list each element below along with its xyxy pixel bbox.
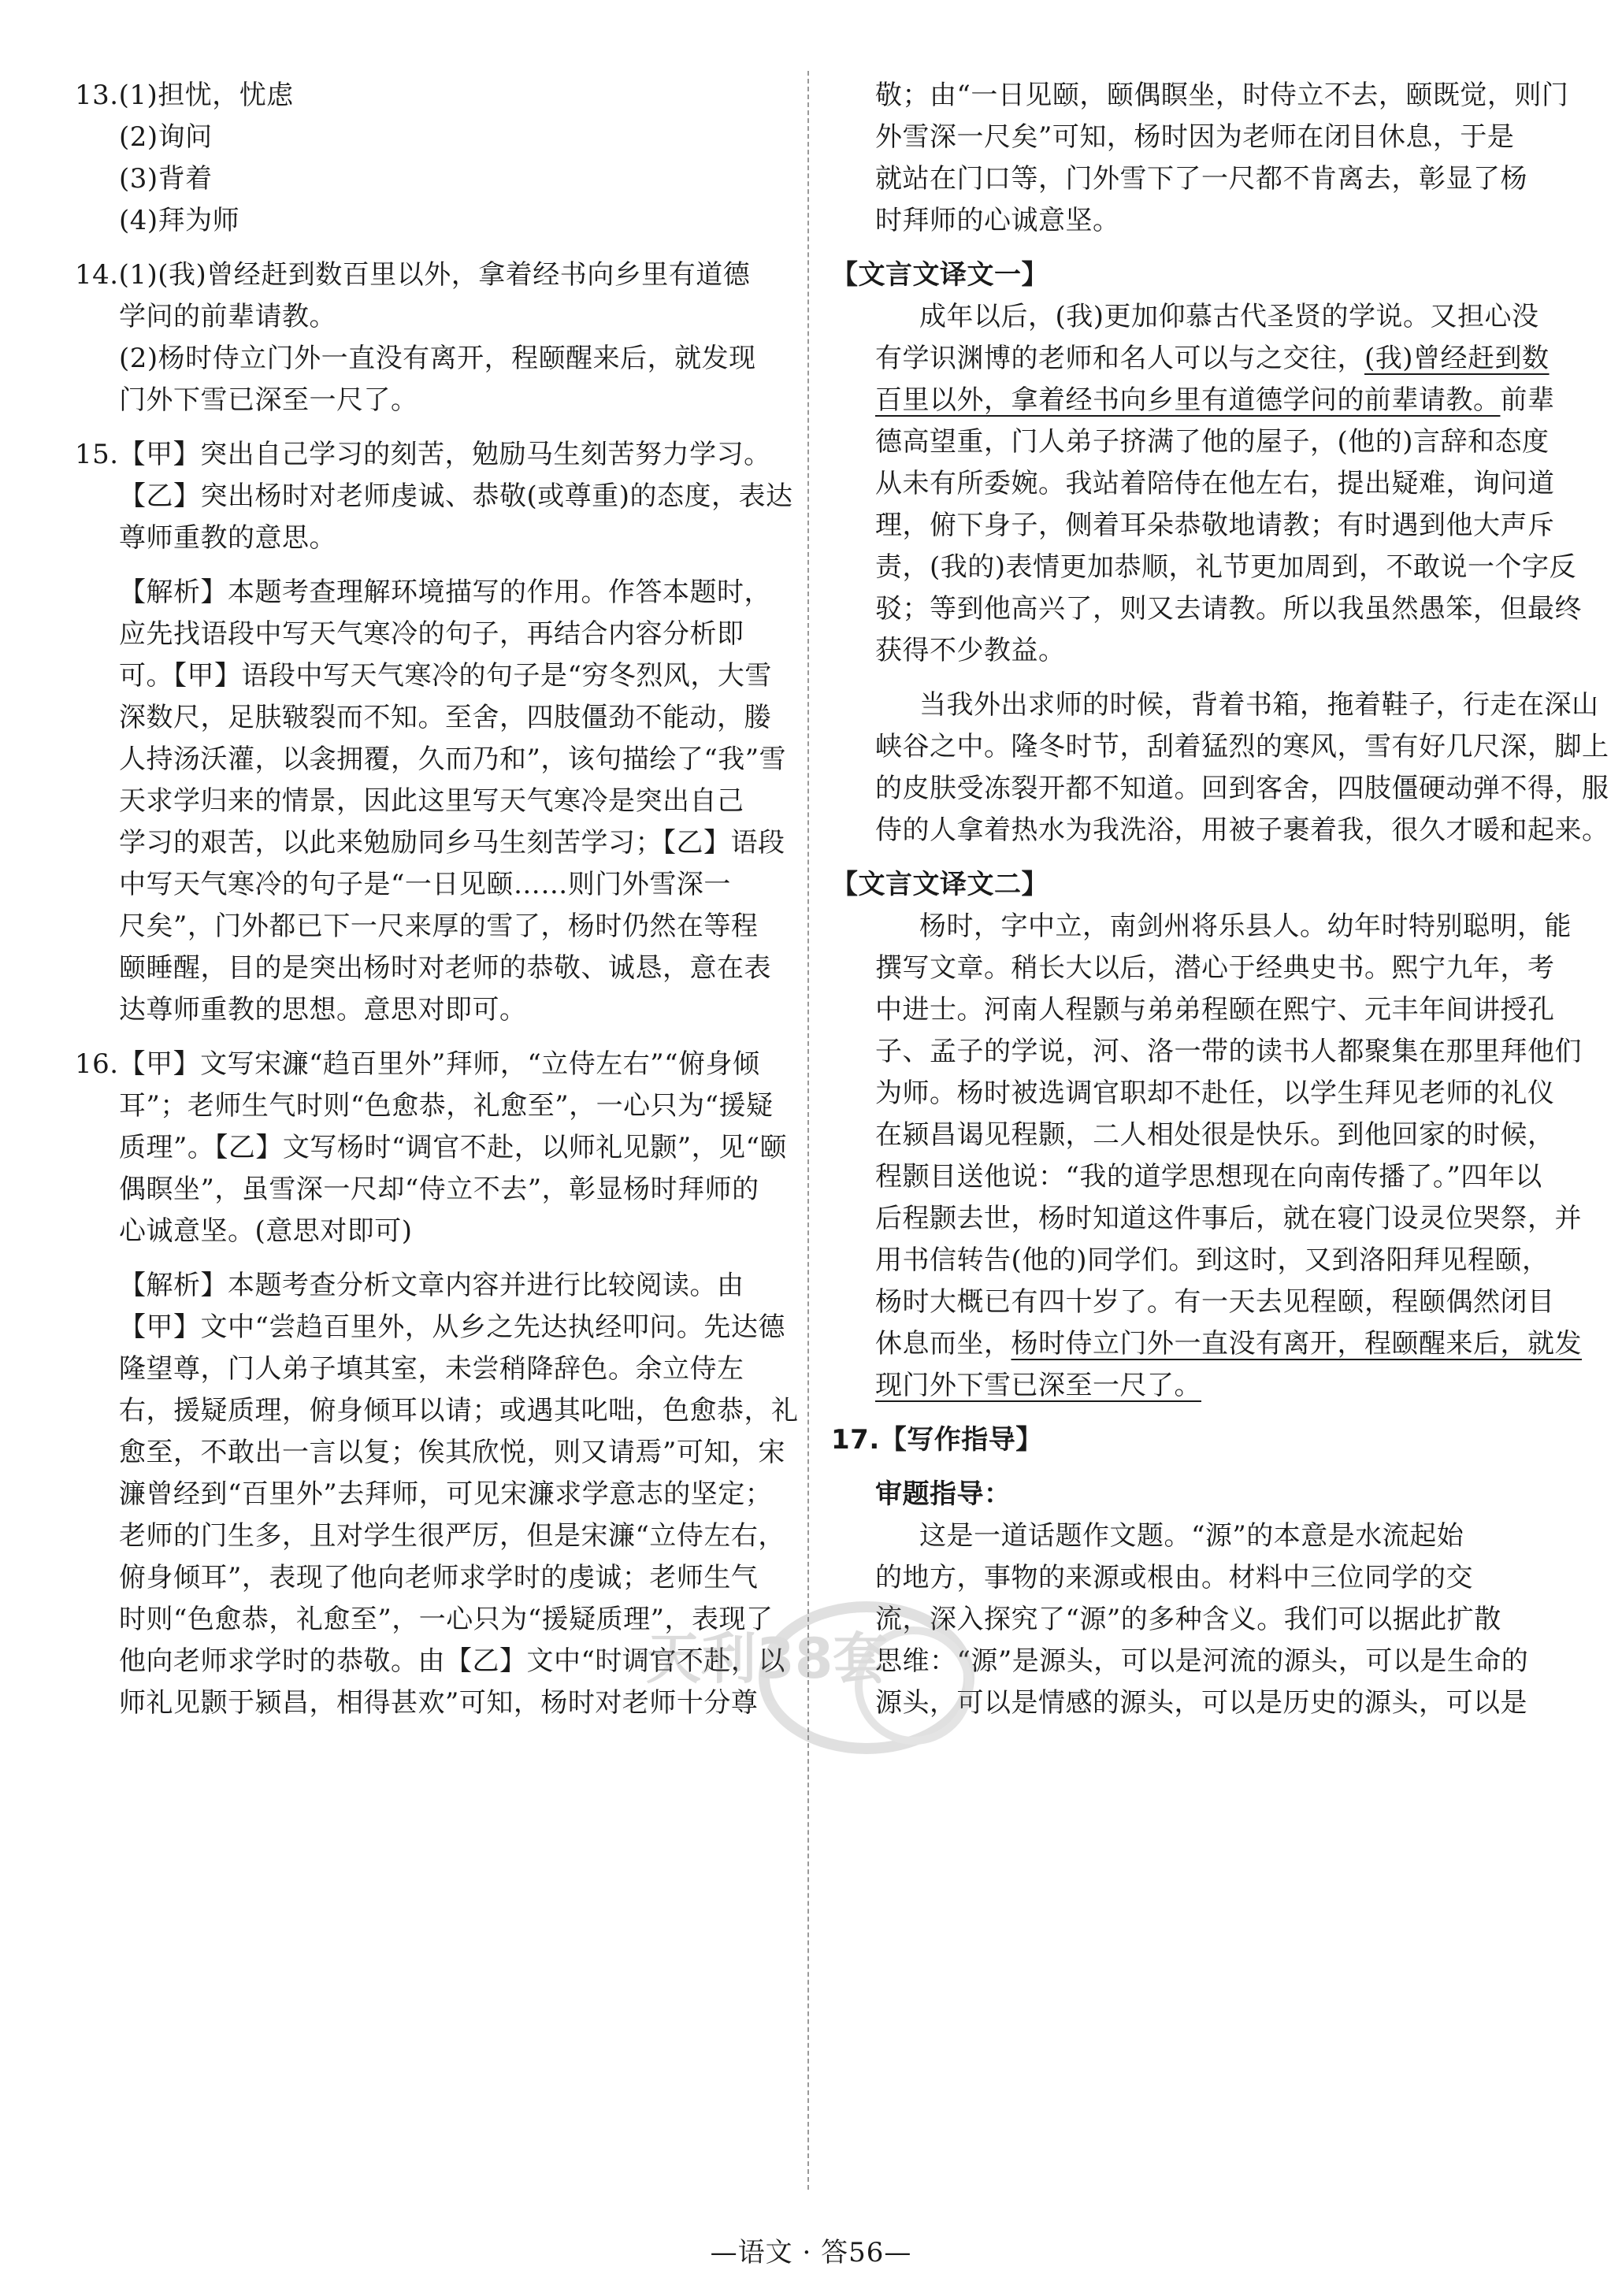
column-divider	[807, 71, 809, 2190]
text-line: 偶瞑坐”，虽雪深一尺却“侍立不去”，彰显杨时拜师的	[119, 1174, 759, 1205]
text-line: 流，深入探究了“源”的多种含义。我们可以据此扩散	[875, 1604, 1501, 1635]
watermark-text: 天利38套	[646, 1626, 889, 1691]
text-line: 后程颢去世，杨时知道这件事后，就在寝门设灵位哭祭，并	[875, 1203, 1582, 1234]
text-line: 就站在门口等，门外雪下了一尺都不肯离去，彰显了杨	[875, 163, 1527, 195]
text-line: 濂曾经到“百里外”去拜师，可见宋濂求学意志的坚定；	[119, 1478, 773, 1510]
underlined-text: 杨时侍立门外一直没有离开，程颐醒来后，就发	[1011, 1328, 1582, 1359]
text-line: 尊师重教的意思。	[119, 522, 336, 554]
text-line: 耳”；老师生气时则“色愈恭，礼愈至”，一心只为“援疑	[119, 1090, 774, 1122]
text-line: 从未有所委婉。我站着陪侍在他左右，提出疑难，询问道	[875, 468, 1555, 499]
text-line: 的地方，事物的来源或根由。材料中三位同学的交	[875, 1562, 1473, 1593]
text-line: 当我外出求师的时候，背着书箱，拖着鞋子，行走在深山	[919, 689, 1599, 721]
text-line: 17.【写作指导】	[831, 1424, 1043, 1456]
underlined-text: 现门外下雪已深至一尺了。	[875, 1370, 1201, 1401]
text-line: 15.【甲】突出自己学习的刻苦，勉励马生刻苦努力学习。	[75, 439, 771, 470]
text-line: 【文言文译文一】	[831, 259, 1049, 291]
text-line: 中进士。河南人程颢与弟弟程颐在熙宁、元丰年间讲授孔	[875, 994, 1555, 1026]
text-line	[831, 1365, 1548, 1407]
text-line: 思维：“源”是源头，可以是河流的源头，可以是生命的	[875, 1645, 1529, 1677]
text-line: 外雪深一尺矣”可知，杨时因为老师在闭目休息，于是	[875, 121, 1515, 153]
text-line: 源头，可以是情感的源头，可以是历史的源头，可以是	[875, 1687, 1527, 1719]
text-line: (4)拜为师	[119, 205, 240, 236]
page-footer: —语文 · 答56—	[710, 2237, 912, 2268]
text-line: 学习的艰苦，以此来勉励同乡马生刻苦学习；【乙】语段	[119, 827, 785, 859]
text-line: 人持汤沃灌，以衾拥覆，久而乃和”，该句描绘了“我”雪	[119, 744, 787, 775]
text-line: 峡谷之中。隆冬时节，刮着猛烈的寒风，雪有好几尺深，脚上	[875, 731, 1609, 762]
text-line: 隆望尊，门人弟子填其室，未尝稍降辞色。余立侍左	[119, 1353, 744, 1385]
text-line: 16.【甲】文写宋濂“趋百里外”拜师，“立侍左右”“俯身倾	[75, 1048, 760, 1080]
text-line: 杨时大概已有四十岁了。有一天去见程颐，程颐偶然闭目	[875, 1286, 1555, 1318]
text-line: 子、孟子的学说，河、洛一带的读书人都聚集在那里拜他们	[875, 1036, 1582, 1067]
text-line: 心诚意坚。(意思对即可)	[119, 1215, 413, 1247]
text-line: 成年以后，(我)更加仰慕古代圣贤的学说。又担心没	[919, 301, 1539, 332]
text-line: 应先找语段中写天气寒冷的句子，再结合内容分析即	[119, 618, 744, 650]
right-column	[831, 75, 1609, 1724]
text-line: 休息而坐，杨时侍立门外一直没有离开，程颐醒来后，就发	[875, 1328, 1582, 1359]
text-line: 程颢目送他说：“我的道学思想现在向南传播了。”四年以	[875, 1161, 1542, 1193]
text-line: (2)询问	[119, 121, 213, 153]
text-line: 驳；等到他高兴了，则又去请教。所以我虽然愚笨，但最终	[875, 593, 1582, 625]
text-line: (3)背着	[119, 163, 213, 195]
text-line: 时则“色愈恭，礼愈至”，一心只为“援疑质理”，表现了	[119, 1604, 774, 1635]
text-line: 老师的门生多，且对学生很严厉，但是宋濂“立侍左右，	[119, 1520, 785, 1552]
left-column	[75, 75, 799, 1724]
text-line: 时拜师的心诚意坚。	[875, 205, 1120, 236]
text-line: 愈至，不敢出一言以复；俟其欣悦，则又请焉”可知，宋	[119, 1437, 785, 1468]
text-line: 天求学归来的情景，因此这里写天气寒冷是突出自己	[119, 785, 744, 817]
text-line: 用书信转告(他的)同学们。到这时，又到洛阳拜见程颐，	[875, 1244, 1550, 1276]
text-line: 中写天气寒冷的句子是“一日见颐……则门外雪深一	[119, 869, 731, 900]
text-line: 他向老师求学时的恭敬。由【乙】文中“时调官不赴，以	[119, 1645, 785, 1677]
text-line: 达尊师重教的思想。意思对即可。	[119, 994, 527, 1026]
text-line: 德高望重，门人弟子挤满了他的屋子，(他的)言辞和态度	[875, 426, 1550, 458]
text-line: 有学识渊博的老师和名人可以与之交往，(我)曾经赶到数	[875, 343, 1550, 374]
text-line: 撰写文章。稍长大以后，潜心于经典史书。熙宁九年，考	[875, 952, 1555, 984]
text-line: 审题指导：	[875, 1478, 1011, 1510]
text-line: 在颍昌谒见程颢，二人相处很是快乐。到他回家的时候，	[875, 1119, 1555, 1151]
text-line: 杨时，字中立，南剑州将乐县人。幼年时特别聪明，能	[919, 911, 1572, 942]
text-line: 俯身倾耳”，表现了他向老师求学时的虔诚；老师生气	[119, 1562, 759, 1593]
text-line: 责，(我的)表情更加恭顺，礼节更加周到，不敢说一个字反	[875, 551, 1577, 583]
text-line: 【解析】本题考查理解环境描写的作用。作答本题时，	[119, 577, 771, 608]
text-line: 侍的人拿着热水为我洗浴，用被子裹着我，很久才暖和起来。	[875, 814, 1609, 846]
text-line: 【解析】本题考查分析文章内容并进行比较阅读。由	[119, 1270, 744, 1301]
text-line: 学问的前辈请教。	[119, 301, 336, 332]
underlined-text: 百里以外，拿着经书向乡里有道德学问的前辈请教。	[875, 384, 1501, 416]
text-line: 门外下雪已深至一尺了。	[119, 384, 418, 416]
text-line: 可。【甲】语段中写天气寒冷的句子是“穷冬烈风，大雪	[119, 660, 772, 692]
text-line: 尺矣”，门外都已下一尺来厚的雪了，杨时仍然在等程	[119, 911, 759, 942]
text-line: 右，援疑质理，俯身倾耳以请；或遇其叱咄，色愈恭，礼	[119, 1395, 799, 1426]
text-line: 13.(1)担忧，忧虑	[75, 80, 294, 111]
text-line: 深数尺，足肤皲裂而不知。至舍，四肢僵劲不能动，媵	[119, 702, 771, 733]
text-line: 【文言文译文二】	[831, 869, 1049, 900]
text-line: 的皮肤受冻裂开都不知道。回到客舍，四肢僵硬动弹不得，服	[875, 773, 1609, 804]
text-line: 【甲】文中“尝趋百里外，从乡之先达执经叩问。先达德	[119, 1311, 785, 1343]
text-line: 颐睡醒，目的是突出杨时对老师的恭敬、诚恳，意在表	[119, 952, 771, 984]
text-line: 师礼见颢于颍昌，相得甚欢”可知，杨时对老师十分尊	[119, 1687, 759, 1719]
underlined-text: (我)曾经赶到数	[1364, 343, 1550, 374]
text-line: 为师。杨时被选调官职却不赴任，以学生拜见老师的礼仪	[875, 1078, 1555, 1109]
text-line: 获得不少教益。	[875, 635, 1066, 666]
text-line: 理，俯下身子，侧着耳朵恭敬地请教；有时遇到他大声斥	[875, 510, 1555, 541]
text-line: 这是一道话题作文题。“源”的本意是水流起始	[919, 1520, 1464, 1552]
text-line: 质理”。【乙】文写杨时“调官不赴，以师礼见颢”，见“颐	[119, 1132, 788, 1163]
text-line: 敬；由“一日见颐，颐偶瞑坐，时侍立不去，颐既觉，则门	[875, 80, 1569, 111]
text-line: 百里以外，拿着经书向乡里有道德学问的前辈请教。前辈	[875, 384, 1555, 416]
text-line: 14.(1)(我)曾经赶到数百里以外，拿着经书向乡里有道德	[75, 259, 751, 291]
text-line: 【乙】突出杨时对老师虔诚、恭敬(或尊重)的态度，表达	[119, 480, 793, 512]
text-line: (2)杨时侍立门外一直没有离开，程颐醒来后，就发现	[119, 343, 756, 374]
